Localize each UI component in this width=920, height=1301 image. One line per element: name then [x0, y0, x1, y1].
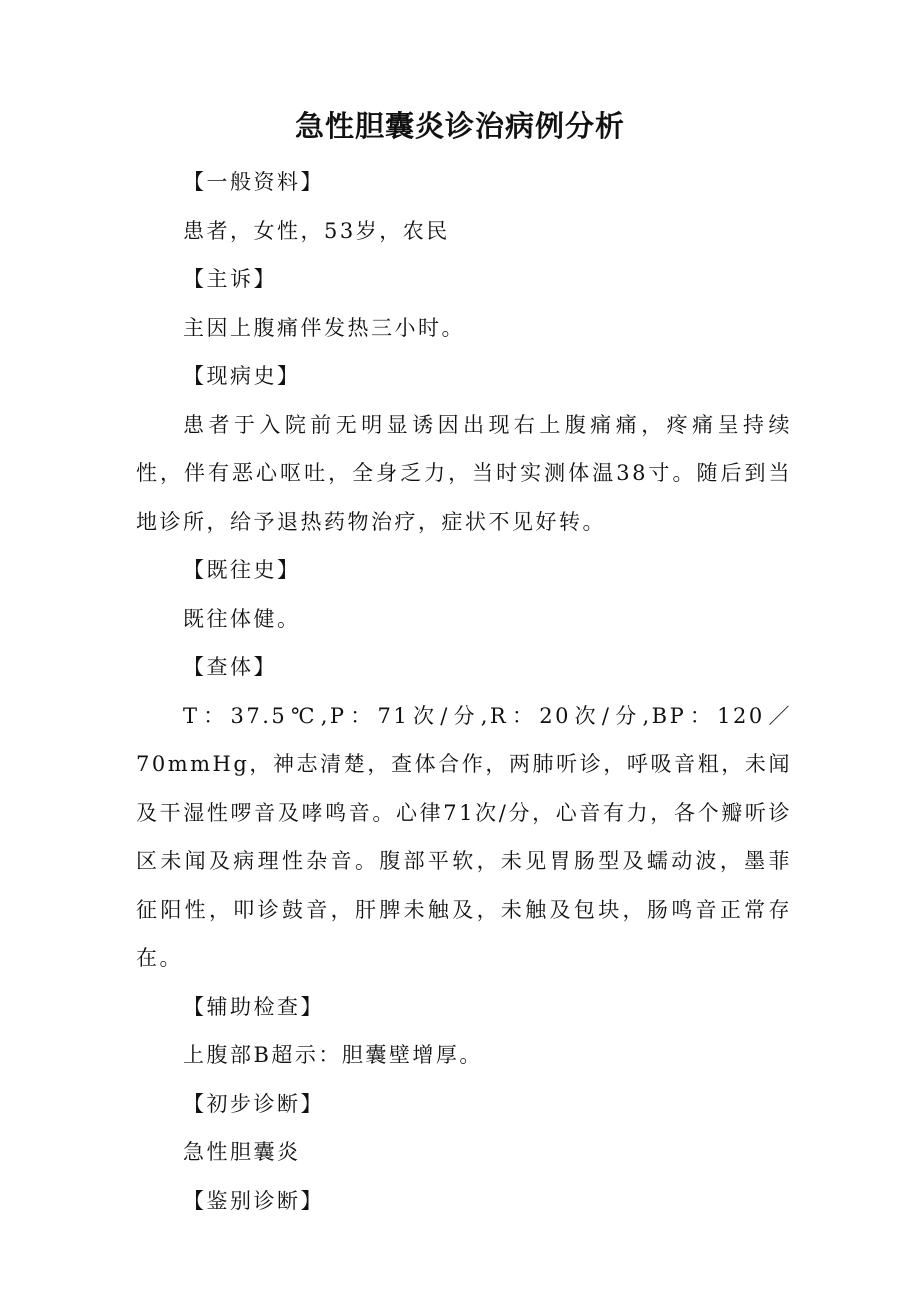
section-body-preliminary-diagnosis: 急性胆囊炎	[183, 1140, 301, 1164]
section-heading-present-illness: 【现病史】	[183, 364, 301, 388]
section-body-general-info: 患者，女性，53岁，农民	[183, 218, 450, 243]
section-heading-preliminary-diagnosis: 【初步诊断】	[183, 1091, 324, 1116]
section-body-present-illness: 患者于入院前无明显诱因出现右上腹痛痛，疼痛呈持续性，伴有恶心呕吐，全身乏力，当时实测体温38寸。随后到当地诊所，给予退热药物治疗，症状不见好转。	[136, 412, 792, 534]
section-body-chief-complaint: 主因上腹痛伴发热三小时。	[183, 315, 465, 340]
section-heading-general-info: 【一般资料】	[183, 170, 324, 194]
section-heading-differential-diagnosis: 【鉴别诊断】	[183, 1188, 324, 1213]
document-body	[136, 158, 792, 1225]
section-heading-physical-exam: 【查体】	[183, 655, 277, 679]
section-heading-past-history: 【既往史】	[183, 558, 301, 582]
section-body-physical-exam: T：37.5℃,P：71次/分,R：20次/分,BP：120／70mmHg，神志清楚，查体合作，两肺听诊，呼吸音粗，未闻及干湿性啰音及哮鸣音。心律71次/分，心音有力，各个瓣听诊区未闻及病理性杂音。腹部平软，未见胃肠型及蠕动波，墨菲征阳性，叩诊鼓音，肝脾未触及，未触及包块，肠鸣音正常存在。	[136, 703, 792, 970]
section-body-past-history: 既往体健。	[183, 606, 301, 631]
section-body-auxiliary-exam: 上腹部B超示：胆囊壁增厚。	[183, 1043, 483, 1067]
document-title: 急性胆囊炎诊治病例分析	[294, 109, 625, 143]
section-heading-chief-complaint: 【主诉】	[183, 267, 277, 291]
section-heading-auxiliary-exam: 【辅助检查】	[183, 994, 324, 1019]
